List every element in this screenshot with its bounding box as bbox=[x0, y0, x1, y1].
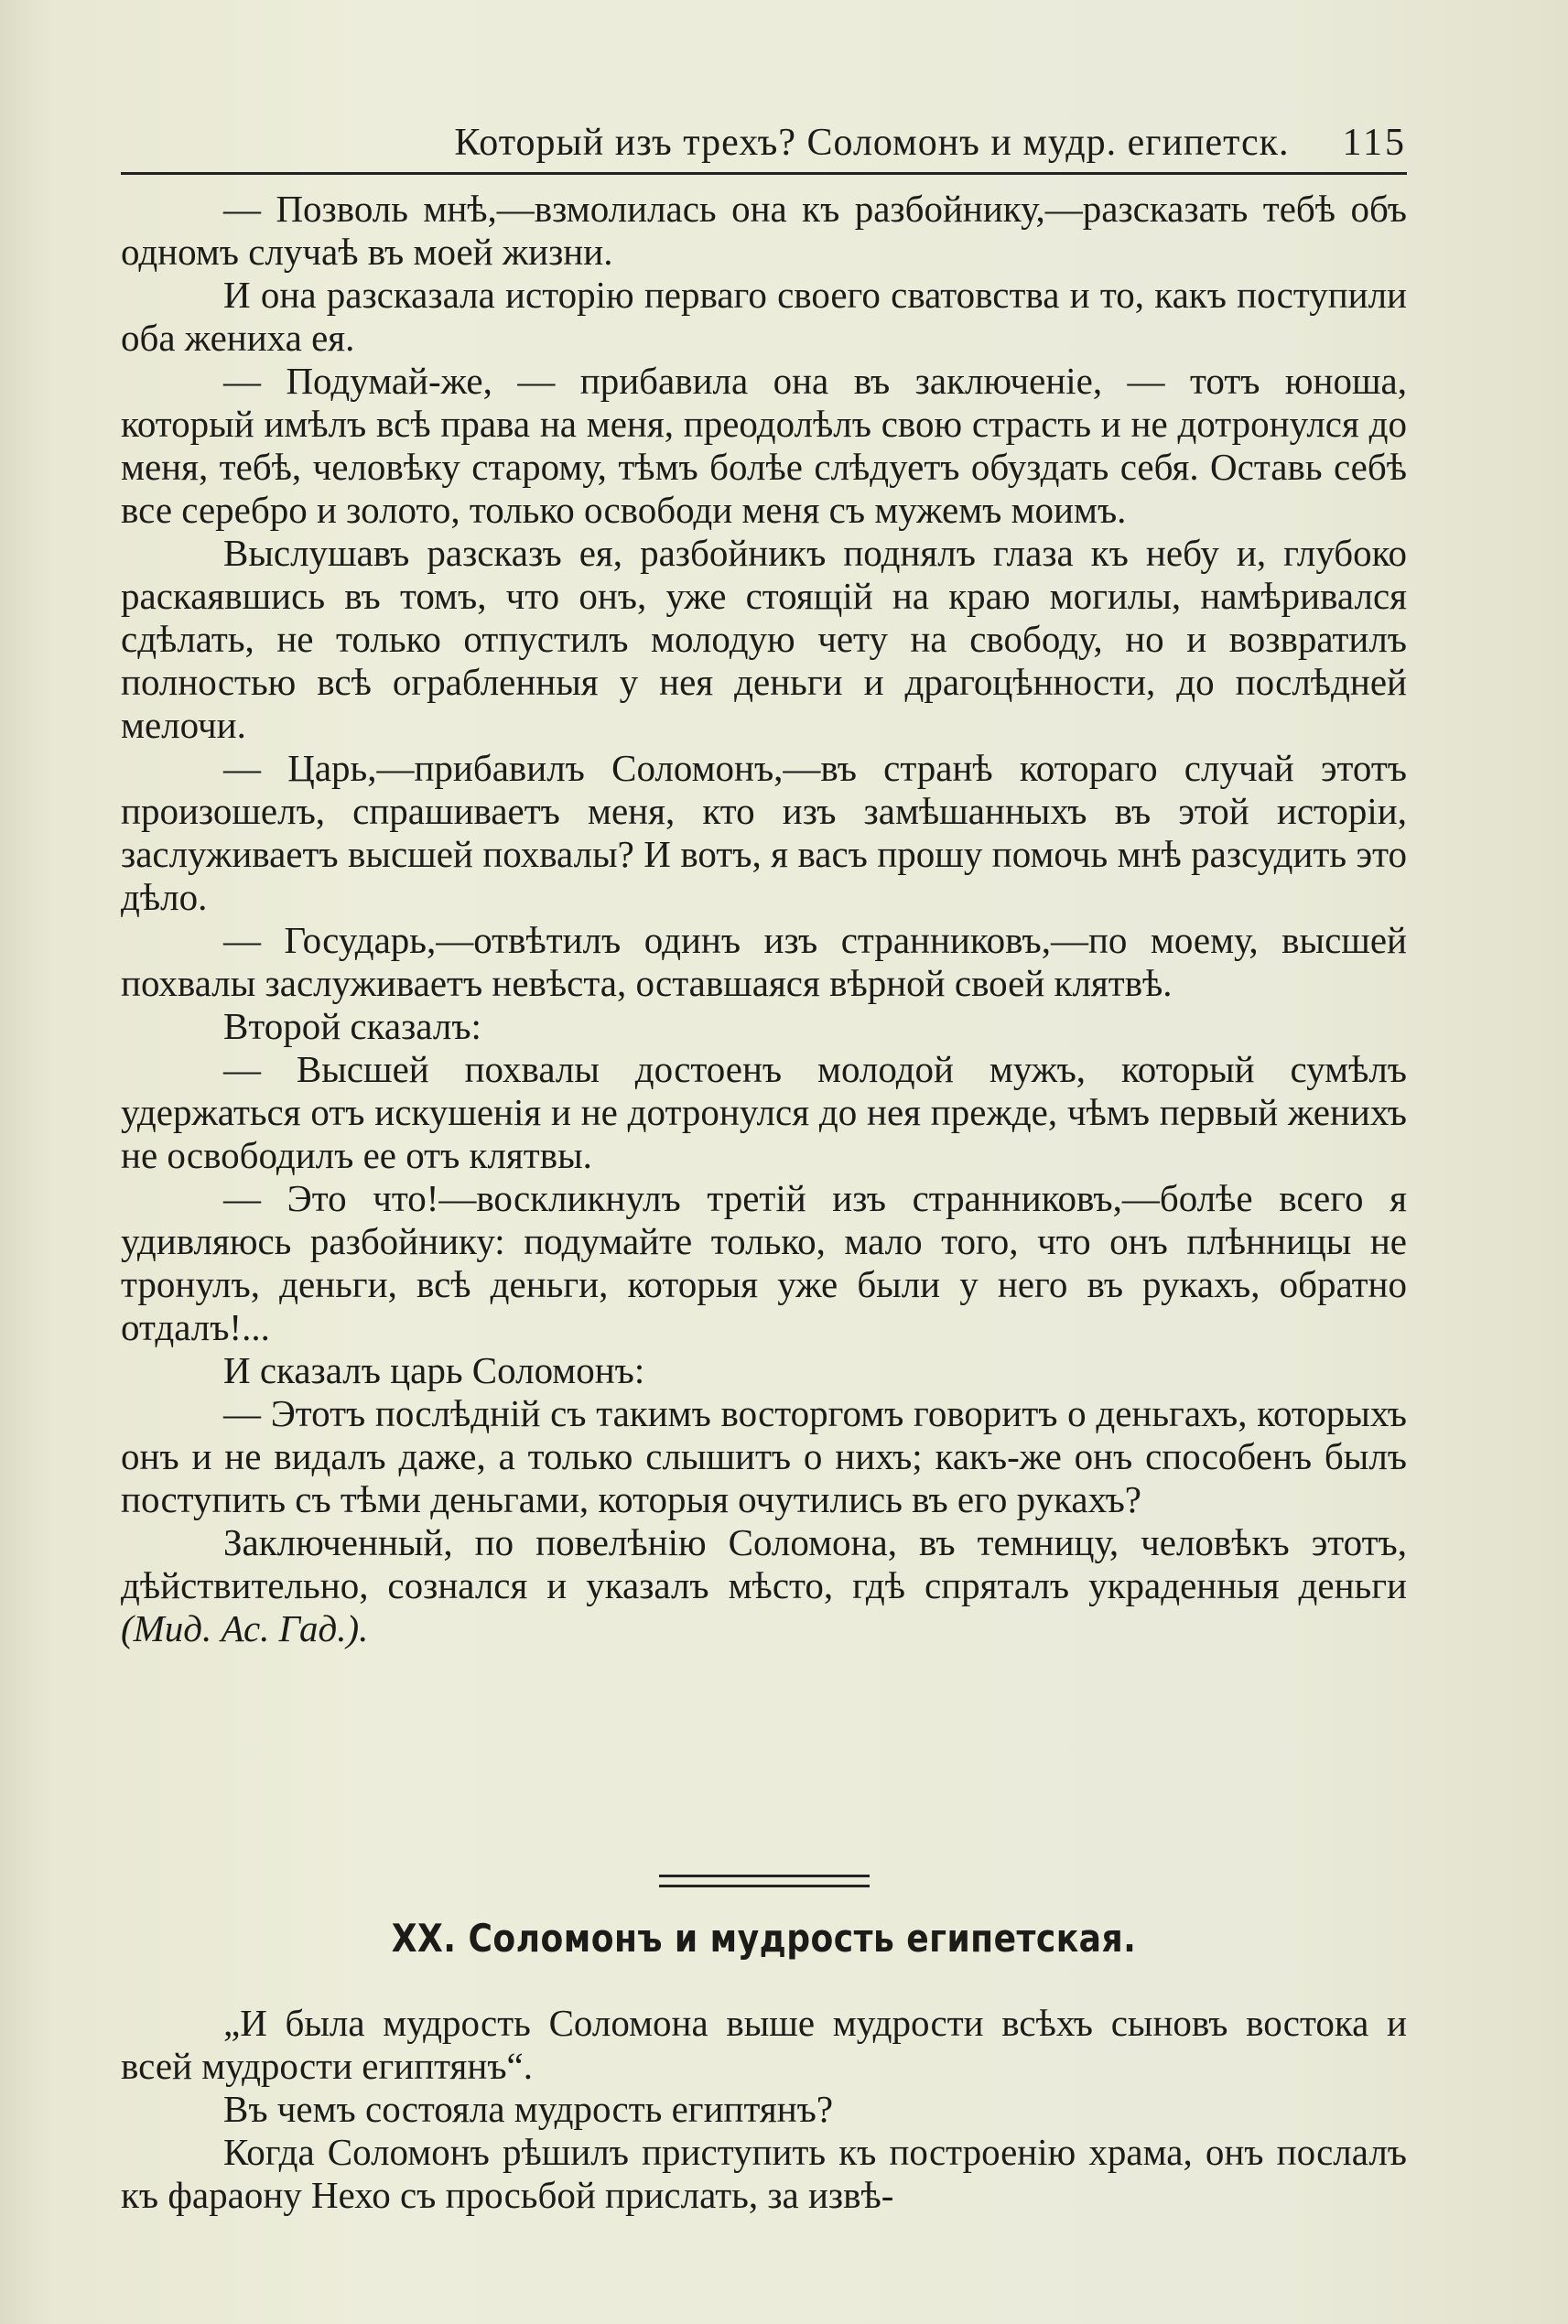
paragraph: Выслушавъ разсказъ ея, разбойникъ поднялъ глаза къ небу и, глубоко раскаявшись въ томъ, что онъ, уже стоящій на краю могилы, намѣривался сдѣлать, не только отпустилъ молодую чету на свободу, но и возвратилъ полностью всѣ ограбленныя у нея деньги и драгоцѣнности, до послѣдней мелочи. bbox=[121, 532, 1407, 746]
paragraph: „И была мудрость Соломона выше мудрости всѣхъ сыновъ востока и всей мудрости египтянъ“. bbox=[121, 2002, 1407, 2087]
running-title: Который изъ трехъ? Соломонъ и мудр. египетск. bbox=[454, 122, 1290, 164]
running-header bbox=[121, 101, 1407, 165]
main-text bbox=[121, 188, 1407, 1650]
paragraph: — Высшей похвалы достоенъ молодой мужъ, который сумѣлъ удержаться отъ искушенія и не дотронулся до нея прежде, чѣмъ первый женихъ не освободилъ ее отъ клятвы. bbox=[121, 1048, 1407, 1176]
paragraph: — Государь,—отвѣтилъ одинъ изъ странниковъ,—по моему, высшей похвалы заслуживаетъ невѣста, оставшаяся вѣрной своей клятвѣ. bbox=[121, 919, 1407, 1004]
paragraph: — Это что!—воскликнулъ третій изъ странниковъ,—болѣе всего я удивляюсь разбойнику: подумайте только, мало того, что онъ плѣнницы не тронулъ, деньги, всѣ деньги, которыя уже были у него въ рукахъ, обратно отдалъ!... bbox=[121, 1177, 1407, 1348]
header-rule bbox=[121, 172, 1407, 175]
chapter-text bbox=[121, 2002, 1407, 2217]
paragraph: Когда Соломонъ рѣшилъ приступить къ построенію храма, онъ послалъ къ фараону Нехо съ просьбой прислать, за извѣ- bbox=[121, 2131, 1407, 2216]
paragraph: Второй сказалъ: bbox=[223, 1005, 481, 1047]
paragraph: И она разсказала исторію перваго своего сватовства и то, какъ поступили оба жениха ея. bbox=[121, 274, 1407, 359]
paragraph-last bbox=[121, 1521, 1407, 1650]
page-number: 115 bbox=[1342, 122, 1407, 164]
chapter-title: XX. Соломонъ и мудрость египетская. bbox=[391, 1916, 1137, 1961]
source-citation: (Мид. Ас. Гад.). bbox=[121, 1607, 369, 1649]
paragraph: — Этотъ послѣдній съ такимъ восторгомъ говоритъ о деньгахъ, которыхъ онъ и не видалъ даже, а только слышитъ о нихъ; какъ-же онъ способенъ былъ поступить съ тѣми деньгами, которыя очутились въ его рукахъ? bbox=[121, 1392, 1407, 1520]
paragraph: — Царь,—прибавилъ Соломонъ,—въ странѣ котораго случай этотъ произошелъ, спрашиваетъ меня, кто изъ замѣшанныхъ въ этой исторіи, заслуживаетъ высшей похвалы? И вотъ, я васъ прошу помочь мнѣ разсудить это дѣло. bbox=[121, 747, 1407, 918]
section-divider bbox=[659, 1875, 870, 1887]
paragraph: — Подумай-же, — прибавила она въ заключеніе, — тотъ юноша, который имѣлъ всѣ права на меня, преодолѣлъ свою страсть и не дотронулся до меня, тебѣ, человѣку старому, тѣмъ болѣе слѣдуетъ обуздать себя. Оставь себѣ все серебро и золото, только освободи меня съ мужемъ моимъ. bbox=[121, 360, 1407, 531]
paragraph: — Позволь мнѣ,—взмолилась она къ разбойнику,—разсказать тебѣ объ одномъ случаѣ въ моей жизни. bbox=[121, 188, 1407, 273]
paragraph: Въ чемъ состояла мудрость египтянъ? bbox=[223, 2088, 834, 2130]
paragraph: И сказалъ царь Соломонъ: bbox=[223, 1349, 645, 1391]
paragraph-text: Заключенный, по повелѣнію Соломона, въ темницу, человѣкъ этотъ, дѣйствительно, сознался и указалъ мѣсто, гдѣ спряталъ украденныя деньги bbox=[121, 1521, 1407, 1606]
